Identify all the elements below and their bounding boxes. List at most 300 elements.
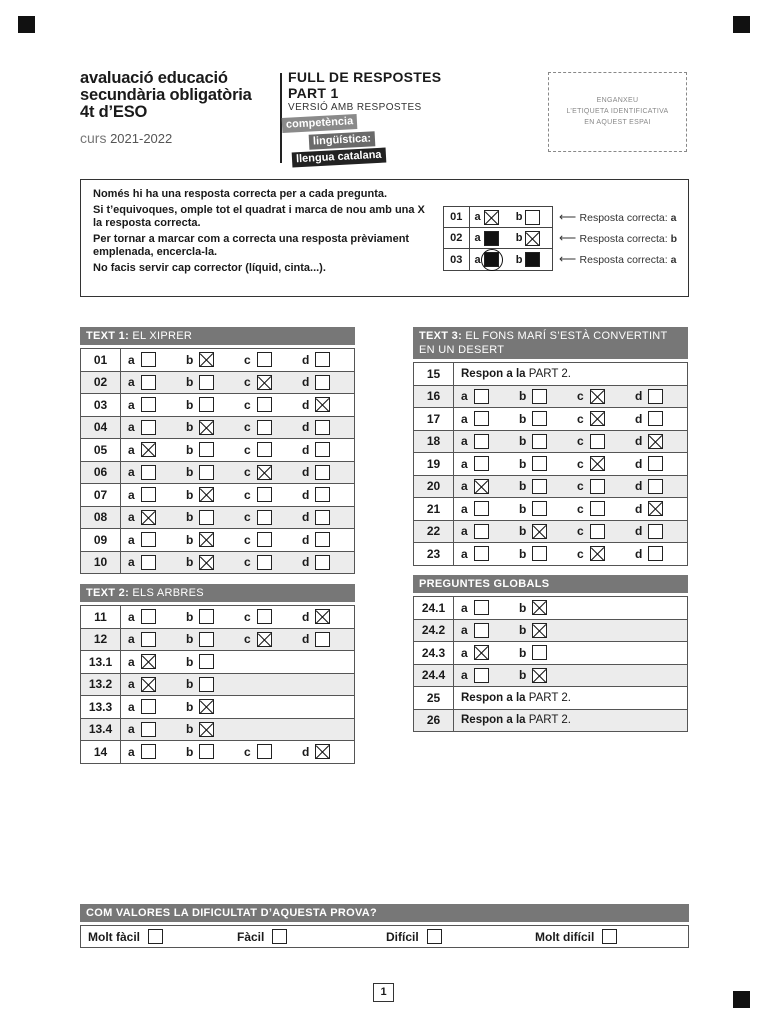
option-letter: a [128,510,135,525]
answer-checkbox[interactable] [141,420,156,435]
answer-checkbox[interactable] [474,501,489,516]
answer-checkbox[interactable] [648,501,663,516]
answer-checkbox[interactable] [590,389,605,404]
answer-option [179,654,237,669]
answer-checkbox[interactable] [257,532,272,547]
example-note [559,252,676,266]
answer-checkbox[interactable] [257,744,272,759]
option-letter: b [186,532,194,547]
answer-option [179,352,237,367]
example-number: 03 [444,249,470,270]
option-letter: a [461,434,468,449]
school-year: curs 2021-2022 [80,130,173,146]
answer-option [295,397,353,412]
question-number: 20 [414,476,454,498]
answer-checkbox[interactable] [532,546,547,561]
option-letter: b [519,411,527,426]
answer-checkbox[interactable] [199,352,214,367]
option-letter: a [128,699,135,714]
answer-option [295,352,353,367]
answer-checkbox[interactable] [590,434,605,449]
example-answer: b [670,233,678,245]
answer-checkbox[interactable] [315,352,330,367]
answer-checkbox[interactable] [141,465,156,480]
answer-checkbox[interactable] [315,375,330,390]
answer-option [295,442,353,457]
answer-checkbox[interactable] [532,389,547,404]
answer-option [237,442,295,457]
answer-checkbox[interactable] [141,352,156,367]
question-number: 12 [81,629,121,651]
question-number: 02 [81,372,121,394]
question-number: 21 [414,498,454,520]
answer-checkbox[interactable] [315,442,330,457]
example-row [444,249,552,270]
answer-checkbox[interactable] [648,434,663,449]
answer-row [414,408,687,431]
option-letter: a [128,375,135,390]
answer-checkbox[interactable] [648,411,663,426]
option-letter: b [186,420,194,435]
answer-checkbox[interactable] [532,501,547,516]
option-letter: a [461,456,468,471]
option-letter: a [128,420,135,435]
arrow-icon: ⟵ [559,252,580,266]
answer-checkbox[interactable] [474,479,489,494]
example-row [444,228,552,249]
option-letter: d [635,524,643,539]
answer-checkbox[interactable] [590,546,605,561]
answer-checkbox[interactable] [484,231,499,246]
circle-mark [481,249,503,271]
difficulty-option[interactable] [528,929,677,944]
answer-checkbox[interactable] [648,456,663,471]
answer-checkbox[interactable] [257,442,272,457]
answer-checkbox[interactable] [141,699,156,714]
answer-checkbox[interactable] [532,600,547,615]
answer-row [81,372,354,395]
answer-row [414,363,687,386]
answer-option [179,699,237,714]
option-letter: a [474,211,481,223]
option-letter: d [635,456,643,471]
answer-row [414,665,687,688]
question-number: 13.3 [81,696,121,718]
answer-checkbox[interactable] [648,479,663,494]
answer-checkbox[interactable] [590,411,605,426]
answer-row [414,597,687,620]
answer-option [295,744,353,759]
answer-checkbox[interactable] [315,487,330,502]
answer-checkbox[interactable] [199,510,214,525]
answer-checkbox[interactable] [199,632,214,647]
difficulty-label: Molt difícil [535,929,595,944]
answer-option [454,389,512,404]
option-letter: b [186,722,194,737]
option-letter: a [128,397,135,412]
answer-checkbox[interactable] [315,465,330,480]
instructions-text: Només hi ha una resposta correcta per a cada pregunta. Si t’equivoques, omple tot el quadrat i marca de nou amb una X la resposta correcta. Per tornar a marcar com a correcta una resposta prèviament emplenada, encercla-la. No facis servir cap corrector (líquid, cinta...). [93,188,425,274]
answer-checkbox[interactable] [532,524,547,539]
option-letter: b [519,501,527,516]
option-letter: c [244,420,251,435]
option-letter: d [635,389,643,404]
option-letter: a [128,609,135,624]
example-option [511,210,552,225]
question-number: 23 [414,543,454,565]
option-letter: a [128,677,135,692]
answer-checkbox[interactable] [525,210,540,225]
answer-option [121,397,179,412]
option-letter: d [635,546,643,561]
answer-option [121,744,179,759]
example-option [470,231,511,246]
answer-option [237,632,295,647]
option-letter: c [244,442,251,457]
answer-option [179,744,237,759]
option-letter: c [577,456,584,471]
answer-checkbox[interactable] [474,434,489,449]
answer-option [512,668,570,683]
answer-checkbox[interactable] [141,532,156,547]
exam-title-line: avaluació educació [80,69,228,87]
answer-option [179,722,237,737]
option-letter: a [128,487,135,502]
answer-in-part2-note [454,368,571,380]
answer-checkbox[interactable] [257,555,272,570]
option-letter: a [474,253,481,266]
option-letter: a [461,546,468,561]
answer-option [179,555,237,570]
answer-checkbox[interactable] [648,524,663,539]
question-number: 11 [81,606,121,628]
answer-checkbox[interactable] [257,510,272,525]
marking-example-table [443,206,553,271]
answer-option [121,609,179,624]
answer-option [628,501,686,516]
option-letter: a [474,232,481,244]
answer-row [81,719,354,742]
answer-row [81,462,354,485]
answer-option [628,411,686,426]
answer-option [512,389,570,404]
question-number: 16 [414,386,454,408]
id-sticker-area: ENGANXEU L’ETIQUETA IDENTIFICATIVA EN AQUEST ESPAI [548,72,687,152]
section-text2 [80,584,355,764]
answer-checkbox[interactable] [257,397,272,412]
answer-row [414,642,687,665]
option-letter: a [128,632,135,647]
difficulty-label: Fàcil [237,929,265,944]
option-letter: b [186,510,194,525]
option-letter: b [186,352,194,367]
answer-option [570,434,628,449]
answer-checkbox[interactable] [532,434,547,449]
answer-checkbox[interactable] [141,555,156,570]
answer-option [237,487,295,502]
answer-option [295,375,353,390]
answer-option [121,722,179,737]
option-letter: b [186,465,194,480]
answer-checkbox[interactable] [141,744,156,759]
answer-checkbox[interactable] [141,609,156,624]
answer-checkbox[interactable] [199,487,214,502]
arrow-icon: ⟵ [559,210,580,224]
answer-option [121,699,179,714]
answer-checkbox[interactable] [590,479,605,494]
answer-row [81,529,354,552]
answer-checkbox[interactable] [199,532,214,547]
example-row [444,207,552,228]
section-title [413,327,688,359]
answer-checkbox[interactable] [148,929,163,944]
question-number: 19 [414,453,454,475]
answer-checkbox[interactable] [199,609,214,624]
answer-checkbox[interactable] [532,645,547,660]
answer-checkbox[interactable] [474,600,489,615]
answer-option [570,456,628,471]
section-name: EL XIPRER [132,330,193,342]
answer-checkbox[interactable] [532,411,547,426]
question-number: 22 [414,521,454,543]
answer-checkbox[interactable] [315,609,330,624]
option-letter: c [577,524,584,539]
answer-checkbox[interactable] [141,442,156,457]
answer-checkbox[interactable] [199,744,214,759]
answer-checkbox[interactable] [141,375,156,390]
answer-option [295,465,353,480]
option-letter: d [635,479,643,494]
answer-checkbox[interactable] [141,654,156,669]
answer-option [454,434,512,449]
answer-checkbox[interactable] [199,699,214,714]
option-letter: a [461,668,468,683]
answer-checkbox[interactable] [257,632,272,647]
section-title [413,575,688,593]
note-text: Respon a la [461,714,526,727]
answer-checkbox[interactable] [141,722,156,737]
question-number: 18 [414,431,454,453]
option-letter: c [244,375,251,390]
answer-checkbox[interactable] [199,722,214,737]
subject-tag: competència [282,114,358,133]
option-letter: d [635,411,643,426]
answer-row [414,386,687,409]
option-letter: a [128,532,135,547]
answer-checkbox[interactable] [525,231,540,246]
answer-table [413,362,688,566]
question-number: 01 [81,349,121,371]
example-option [511,252,552,267]
answer-checkbox[interactable] [590,524,605,539]
answer-checkbox[interactable] [474,668,489,683]
answer-option [512,546,570,561]
answer-option [121,375,179,390]
answer-checkbox[interactable] [199,677,214,692]
registration-mark-top-right [733,16,750,33]
answer-checkbox[interactable] [199,397,214,412]
answer-checkbox[interactable] [257,487,272,502]
answer-row [414,543,687,566]
answer-checkbox[interactable] [315,744,330,759]
answer-row [81,741,354,764]
question-number: 17 [414,408,454,430]
answer-checkbox[interactable] [141,487,156,502]
answer-option [237,352,295,367]
answer-checkbox[interactable] [532,479,547,494]
answer-checkbox[interactable] [199,555,214,570]
answer-checkbox[interactable] [315,555,330,570]
option-letter: b [519,479,527,494]
answer-option [454,456,512,471]
answer-checkbox[interactable] [525,252,540,267]
answer-checkbox[interactable] [474,645,489,660]
answer-checkbox[interactable] [602,929,617,944]
arrow-icon: ⟵ [559,231,580,245]
answer-checkbox[interactable] [141,510,156,525]
answer-checkbox[interactable] [474,623,489,638]
question-number: 24.2 [414,620,454,642]
answer-checkbox[interactable] [532,623,547,638]
answer-checkbox[interactable] [315,632,330,647]
answer-checkbox[interactable] [141,632,156,647]
difficulty-option[interactable] [230,929,379,944]
option-letter: c [577,389,584,404]
answer-checkbox[interactable] [474,546,489,561]
answer-checkbox[interactable] [199,420,214,435]
answer-checkbox[interactable] [257,609,272,624]
answer-option [237,555,295,570]
option-letter: a [128,722,135,737]
answer-checkbox[interactable] [484,210,499,225]
option-letter: b [519,623,527,638]
part-reference: PART 2. [528,367,571,380]
answer-checkbox[interactable] [315,420,330,435]
difficulty-option[interactable] [81,929,230,944]
answer-checkbox[interactable] [257,465,272,480]
difficulty-title: COM VALORES LA DIFICULTAT D’AQUESTA PROVA? [80,904,689,922]
option-letter: b [186,609,194,624]
answer-checkbox[interactable] [199,654,214,669]
example-option [470,252,511,267]
answer-option [454,623,512,638]
answer-option [179,609,237,624]
option-letter: a [461,501,468,516]
answer-option [512,524,570,539]
answer-option [570,501,628,516]
section-title [80,584,355,602]
answer-checkbox[interactable] [257,352,272,367]
answer-checkbox[interactable] [474,389,489,404]
answer-checkbox[interactable] [474,456,489,471]
answer-option [628,456,686,471]
option-letter: b [186,632,194,647]
answer-row [414,710,687,733]
answer-option [179,375,237,390]
answer-checkbox[interactable] [648,389,663,404]
answer-option [121,654,179,669]
answer-option [121,487,179,502]
option-letter: b [186,677,194,692]
option-letter: c [244,397,251,412]
answer-row [81,394,354,417]
answer-checkbox[interactable] [474,411,489,426]
question-number: 07 [81,484,121,506]
example-option [470,210,511,225]
answer-row [81,349,354,372]
answer-checkbox[interactable] [484,252,499,267]
answer-checkbox[interactable] [590,501,605,516]
answer-option [512,434,570,449]
page-number: 1 [373,983,394,1002]
answer-option [295,420,353,435]
answer-checkbox[interactable] [315,510,330,525]
answer-option [179,632,237,647]
answer-option [454,600,512,615]
answer-checkbox[interactable] [272,929,287,944]
answer-checkbox[interactable] [257,375,272,390]
question-number: 13.1 [81,651,121,673]
answer-checkbox[interactable] [199,465,214,480]
option-letter: d [302,420,310,435]
option-letter: c [244,532,251,547]
answer-option [570,546,628,561]
answer-checkbox[interactable] [315,532,330,547]
option-letter: a [461,389,468,404]
example-number: 02 [444,228,470,248]
example-answer: a [670,254,677,266]
difficulty-options [80,925,689,948]
answer-option [295,609,353,624]
option-letter: a [128,555,135,570]
option-letter: c [577,411,584,426]
answer-row [81,552,354,575]
answer-option [121,420,179,435]
answer-row [81,606,354,629]
answer-checkbox[interactable] [199,375,214,390]
answer-checkbox[interactable] [532,456,547,471]
answer-option [121,352,179,367]
option-letter: d [302,375,310,390]
answer-table [413,596,688,732]
answer-checkbox[interactable] [199,442,214,457]
difficulty-option[interactable] [379,929,528,944]
answer-checkbox[interactable] [315,397,330,412]
question-number: 26 [414,710,454,732]
answer-option [512,645,570,660]
option-letter: b [519,600,527,615]
answer-checkbox[interactable] [427,929,442,944]
answer-option [237,465,295,480]
question-number: 14 [81,741,121,763]
part-reference: PART 2. [528,691,571,704]
answer-option [295,487,353,502]
option-letter: a [128,465,135,480]
answer-checkbox[interactable] [590,456,605,471]
part-reference: PART 2. [528,714,571,727]
answer-checkbox[interactable] [648,546,663,561]
answer-checkbox[interactable] [474,524,489,539]
option-letter: a [461,524,468,539]
question-number: 25 [414,687,454,709]
answer-checkbox[interactable] [532,668,547,683]
answer-checkbox[interactable] [141,677,156,692]
option-letter: d [635,434,643,449]
answer-checkbox[interactable] [141,397,156,412]
question-number: 09 [81,529,121,551]
answer-checkbox[interactable] [257,420,272,435]
option-letter: c [244,465,251,480]
